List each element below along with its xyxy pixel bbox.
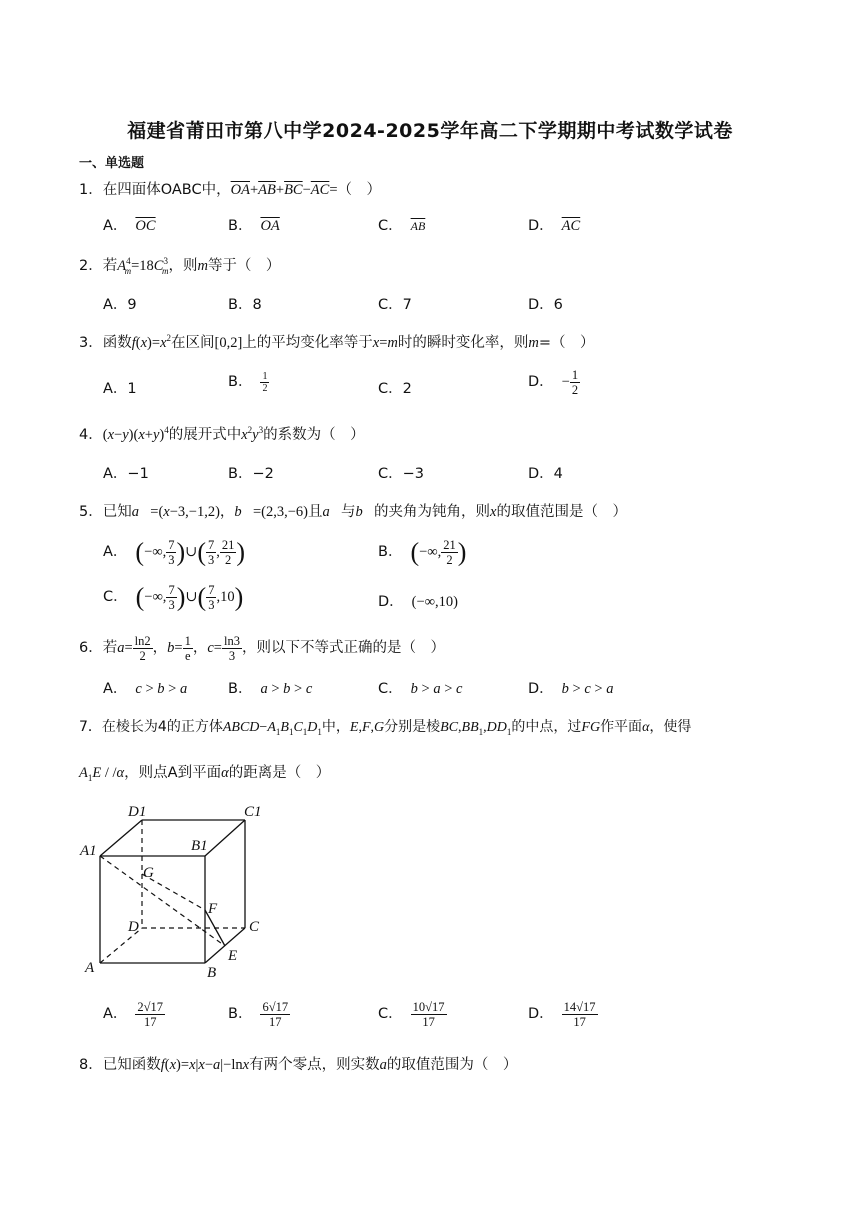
label-D1: D1 bbox=[128, 804, 147, 820]
label-G: G bbox=[143, 865, 154, 881]
q5-option-d[interactable]: D． (−∞,10) bbox=[378, 594, 458, 610]
q5-option-a[interactable]: A． (−∞, $\frac{7}{3}$ )∪( $\frac{7}{3}$ , $\frac{21}{2}$ ) bbox=[103, 537, 246, 567]
q3-option-a[interactable]: A．1 bbox=[103, 381, 137, 397]
q2-option-d[interactable]: D．6 bbox=[528, 297, 563, 313]
label-B1: B1 bbox=[191, 838, 208, 854]
label-F: F bbox=[208, 901, 218, 917]
question-1: 1．在四面体OABC中，$\overline{OA}+\overline{AB}+\overline{BC}-\overline{AC}=$（ ） bbox=[79, 182, 382, 198]
question-2: 2．若$A^4_m=18C^3_m$，则m等于（ ） bbox=[79, 256, 281, 276]
q7-option-a[interactable]: A． $\frac{2√17}{17}$ bbox=[103, 1000, 164, 1029]
q7-option-d[interactable]: D． $\frac{14√17}{17}$ bbox=[528, 1000, 596, 1029]
q4-option-c[interactable]: C．−3 bbox=[378, 466, 424, 482]
section-heading: 一、单选题 bbox=[79, 156, 145, 171]
q3-option-b[interactable]: B． $\frac{1}{2}$ bbox=[228, 371, 268, 395]
label-C1: C1 bbox=[244, 804, 262, 820]
q4-option-d[interactable]: D．4 bbox=[528, 466, 563, 482]
q7-option-c[interactable]: C． $\frac{10√17}{17}$ bbox=[378, 1000, 445, 1029]
label-B: B bbox=[207, 965, 217, 981]
q4-option-a[interactable]: A．−1 bbox=[103, 466, 149, 482]
q3-option-d[interactable]: D． − $\frac{1}{2}$ bbox=[528, 368, 579, 397]
label-C: C bbox=[249, 919, 260, 935]
q1-option-a[interactable]: A． $\overline{OC}$ bbox=[103, 218, 156, 234]
question-8: 8．已知函数f(x)=x|x−a|−lnx有两个零点，则实数a的取值范围为（ ） bbox=[79, 1057, 518, 1073]
q5-option-c[interactable]: C． (−∞, $\frac{7}{3}$ )∪( $\frac{7}{3}$ ,10) bbox=[103, 582, 244, 612]
q6-option-d[interactable]: D． b > c > a bbox=[528, 681, 614, 697]
label-A1: A1 bbox=[80, 843, 97, 859]
q5-option-b[interactable]: B． (−∞, $\frac{21}{2}$ ) bbox=[378, 537, 467, 567]
q2-option-b[interactable]: B．8 bbox=[228, 297, 262, 313]
q4-option-b[interactable]: B．−2 bbox=[228, 466, 274, 482]
label-E: E bbox=[228, 948, 238, 964]
q2-option-c[interactable]: C．7 bbox=[378, 297, 412, 313]
q1-option-d[interactable]: D． $\overline{AC}$ bbox=[528, 218, 581, 234]
label-A: A bbox=[85, 960, 95, 976]
question-6: 6．若a= $\frac{\ln 2}{2}$ ，b= $\frac{1}{e}$ ，c= $\frac{\ln 3}{3}$ ，则以下不等式正确的是（ ） bbox=[79, 634, 445, 663]
q6-option-a[interactable]: A． c > b > a bbox=[103, 681, 188, 697]
question-4: 4．$(x-y)(x+y)^4$的展开式中$x^2y^3$的系数为（ ） bbox=[79, 425, 365, 443]
label-D: D bbox=[128, 919, 139, 935]
question-7-line-2: $A_1E / /\alpha$，则点A到平面α的距离是（ ） bbox=[79, 765, 331, 783]
q1-option-c[interactable]: C． $\overline{AB}$ bbox=[378, 218, 426, 234]
question-7: 7．在棱长为4的正方体$ABCD-A_1B_1C_1D_1$中，E,F,G分别是棱$BC,BB_1,DD_1$的中点，过FG作平面α，使得 bbox=[79, 719, 692, 737]
q7-option-b[interactable]: B． $\frac{6√17}{17}$ bbox=[228, 1000, 289, 1029]
q6-option-b[interactable]: B． a > b > c bbox=[228, 681, 313, 697]
q1-stem: 在四面体OABC中， bbox=[102, 182, 231, 198]
question-3: 3．函数$f(x)=x^2$在区间[0,2]上的平均变化率等于x=m时的瞬时变化率，则m=（ ） bbox=[79, 333, 595, 351]
page-title: 福建省莆田市第八中学2024-2025学年高二下学期期中考试数学试卷 bbox=[127, 120, 733, 142]
question-5: 5．已知a⃗=(x−3,−1,2)，b⃗=(2,3,−6)且a⃗与b⃗的夹角为钝角，则x的取值范围是（ ） bbox=[79, 504, 627, 520]
q6-option-c[interactable]: C． b > a > c bbox=[378, 681, 463, 697]
cube-figure bbox=[78, 800, 278, 985]
q2-option-a[interactable]: A．9 bbox=[103, 297, 137, 313]
q1-option-b[interactable]: B． $\overline{OA}$ bbox=[228, 218, 280, 234]
q3-option-c[interactable]: C．2 bbox=[378, 381, 412, 397]
